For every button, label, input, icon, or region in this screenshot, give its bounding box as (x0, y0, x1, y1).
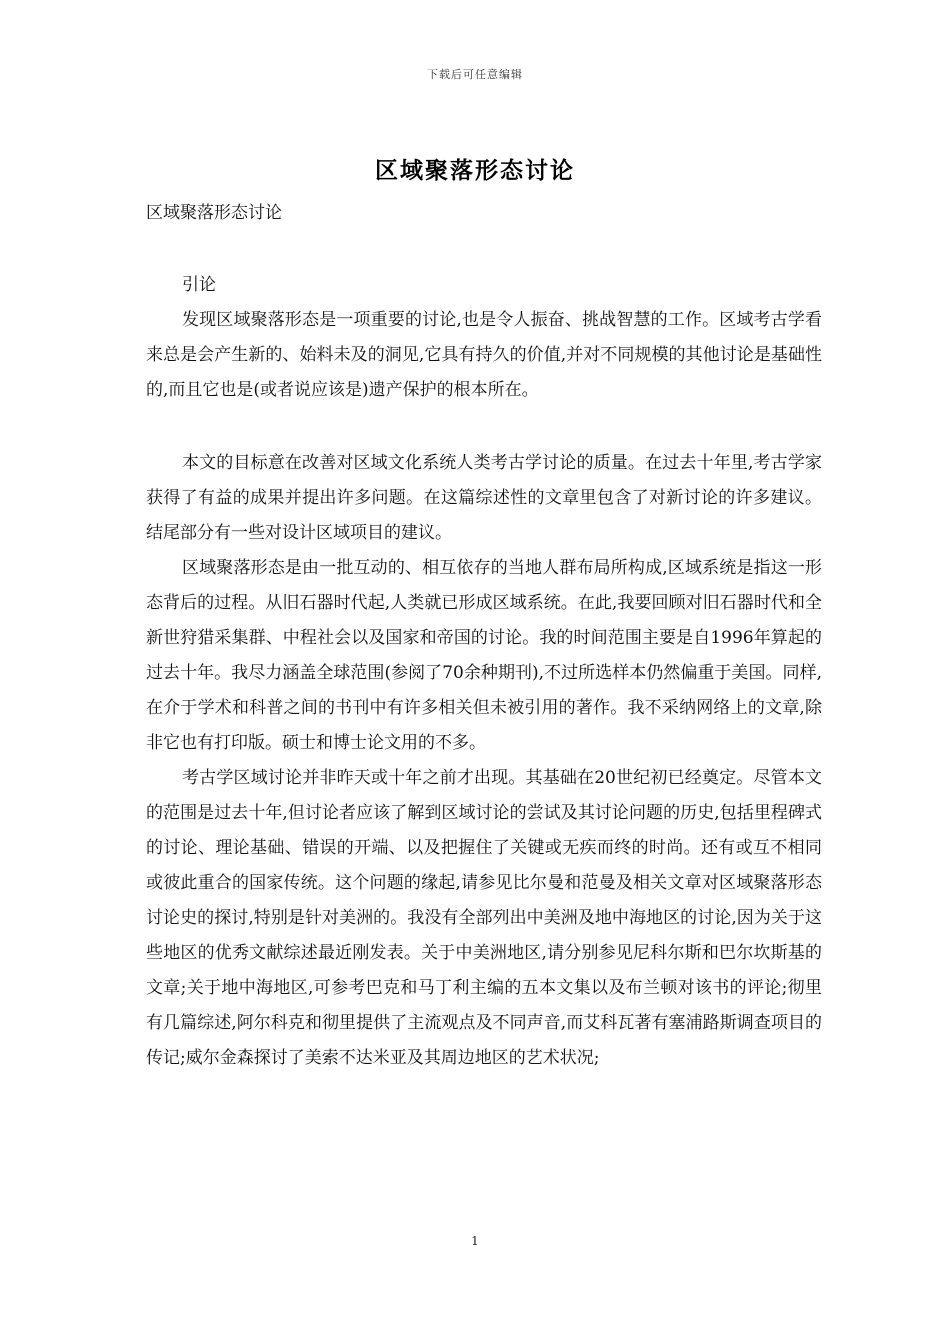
paragraph-4: 考古学区域讨论并非昨天或十年之前才出现。其基础在20世纪初已经奠定。尽管本文的范围是过去十年,但讨论者应该了解到区域讨论的尝试及其讨论问题的历史,包括里程碑式的讨论、理论基础、错误的开端、以及把握住了关键或无疾而终的时尚。还有或互不相同或彼此重合的国家传统。这个问题的缘起,请参见比尔曼和范曼及相关文章对区域聚落形态讨论史的探讨,特别是针对美洲的。我没有全部列出中美洲及地中海地区的讨论,因为关于这些地区的优秀文献综述最近刚发表。关于中美洲地区,请分别参见尼科尔斯和巴尔坎斯基的文章;关于地中海地区,可参考巴克和马丁利主编的五本文集以及布兰顿对该书的评论;彻里有几篇综述,阿尔科克和彻里提供了主流观点及不同声音,而艾科瓦著有塞浦路斯调查项目的传记;威尔金森探讨了美索不达米亚及其周边地区的艺术状况; (146, 768, 822, 1068)
document-title: 区域聚落形态讨论 (375, 157, 575, 184)
page-header-note: 下载后可任意编辑 (427, 68, 523, 81)
paragraph-1: 发现区域聚落形态是一项重要的讨论,也是令人振奋、挑战智慧的工作。区域考古学看来总是会产生新的、始料未及的洞见,它具有持久的价值,并对不同规模的其他讨论是基础性的,而且它也是(或者说应该是)遗产保护的根本所在。 (146, 310, 822, 400)
page-number: 1 (471, 1234, 479, 1248)
paragraph-2: 本文的目标意在改善对区域文化系统人类考古学讨论的质量。在过去十年里,考古学家获得了有益的成果并提出许多问题。在这篇综述性的文章里包含了对新讨论的许多建议。结尾部分有一些对设计区域项目的建议。 (146, 453, 822, 543)
section-heading-intro: 引论 (182, 275, 216, 295)
document-subtitle: 区域聚落形态讨论 (146, 203, 282, 223)
document-body (146, 196, 822, 1076)
paragraph-3: 区域聚落形态是由一批互动的、相互依存的当地人群布局所构成,区域系统是指这一形态背后的过程。从旧石器时代起,人类就已形成区域系统。在此,我要回顾对旧石器时代和全新世狩猎采集群、中程社会以及国家和帝国的讨论。我的时间范围主要是自1996年算起的过去十年。我尽力涵盖全球范围(参阅了70余种期刊),不过所选样本仍然偏重于美国。同样,在介于学术和科普之间的书刊中有许多相关但未被引用的著作。我不采纳网络上的文章,除非它也有打印版。硕士和博士论文用的不多。 (146, 558, 822, 753)
